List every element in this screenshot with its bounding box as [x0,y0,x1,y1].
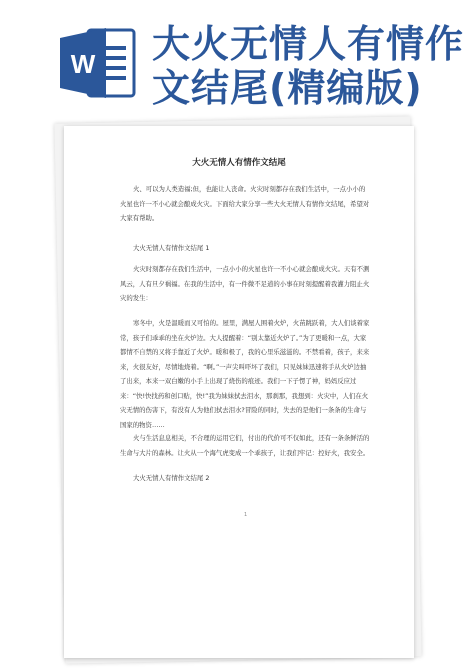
svg-text:W: W [70,49,96,79]
intro-paragraph: 火、可以为人类造福;但，也能让人丧命。火灾时刻都存在我们生活中，一点小小的火星也许一不小心就会酿成火灾。下面给大家分享一些大火无情人有情作文结尾，希望对大家有帮助。 [120,185,370,222]
document-page [64,126,414,658]
paragraph-2: 寒冬中，火是温暖而又可怕的。屋里，满屋人围着火炉，火苗跳跃着，大人们谈着家常，孩子们乖乖的坐在火炉边。大人提醒着：“别太靠近火炉了。”为了更暖和一点，大家都情不自禁的又将手靠近了火炉。暖和极了，我的心里乐滋滋的。不禁看着，孩子，来来来，火很友好，尽情地烧着。“啊。”一声尖叫吓坏了我们，只见妹妹迅速将手从火炉边抽了出来，本来一双白嫩的小手上出现了烧伤的痕迹。我们一下子愣了神，妈妈反应过来：“快!快找药和创口贴，快!”我为妹妹拭去泪水，那刹那，我想到：火灾中，人们在火灾无情的伤害下，有没有人为他们拭去泪水?冒险的同时，失去的是他们一条条的生命与国家的物资…… [120,319,370,429]
paragraph-3: 火与生活息息相关，不合理的运用它们，付出的代价可不仅如此，还有一条条鲜活的生命与大片的森林。让火从一个海气虎变成一个乖孩子，让我们牢记：控好火，我安全。 [120,434,370,457]
document-title: 大火无情人有情作文结尾 [192,158,286,168]
section-heading-2: 大火无情人有情作文结尾 2 [133,474,210,482]
paragraph-1: 火灾时刻都存在我们生活中，一点小小的火星也许一不小心就会酿成火灾。天有不测风云，人有旦夕祸福。在我的生活中，有一件微不足道的小事在时刻提醒着我灌力阻止火灾的发生： [120,265,370,302]
page-number: 1 [244,512,248,518]
banner-title: 大火无情人有情作文结尾(精编版) [152,22,465,110]
header-banner [0,0,474,120]
word-document-icon [58,22,138,104]
section-heading-1: 大火无情人有情作文结尾 1 [133,244,210,252]
